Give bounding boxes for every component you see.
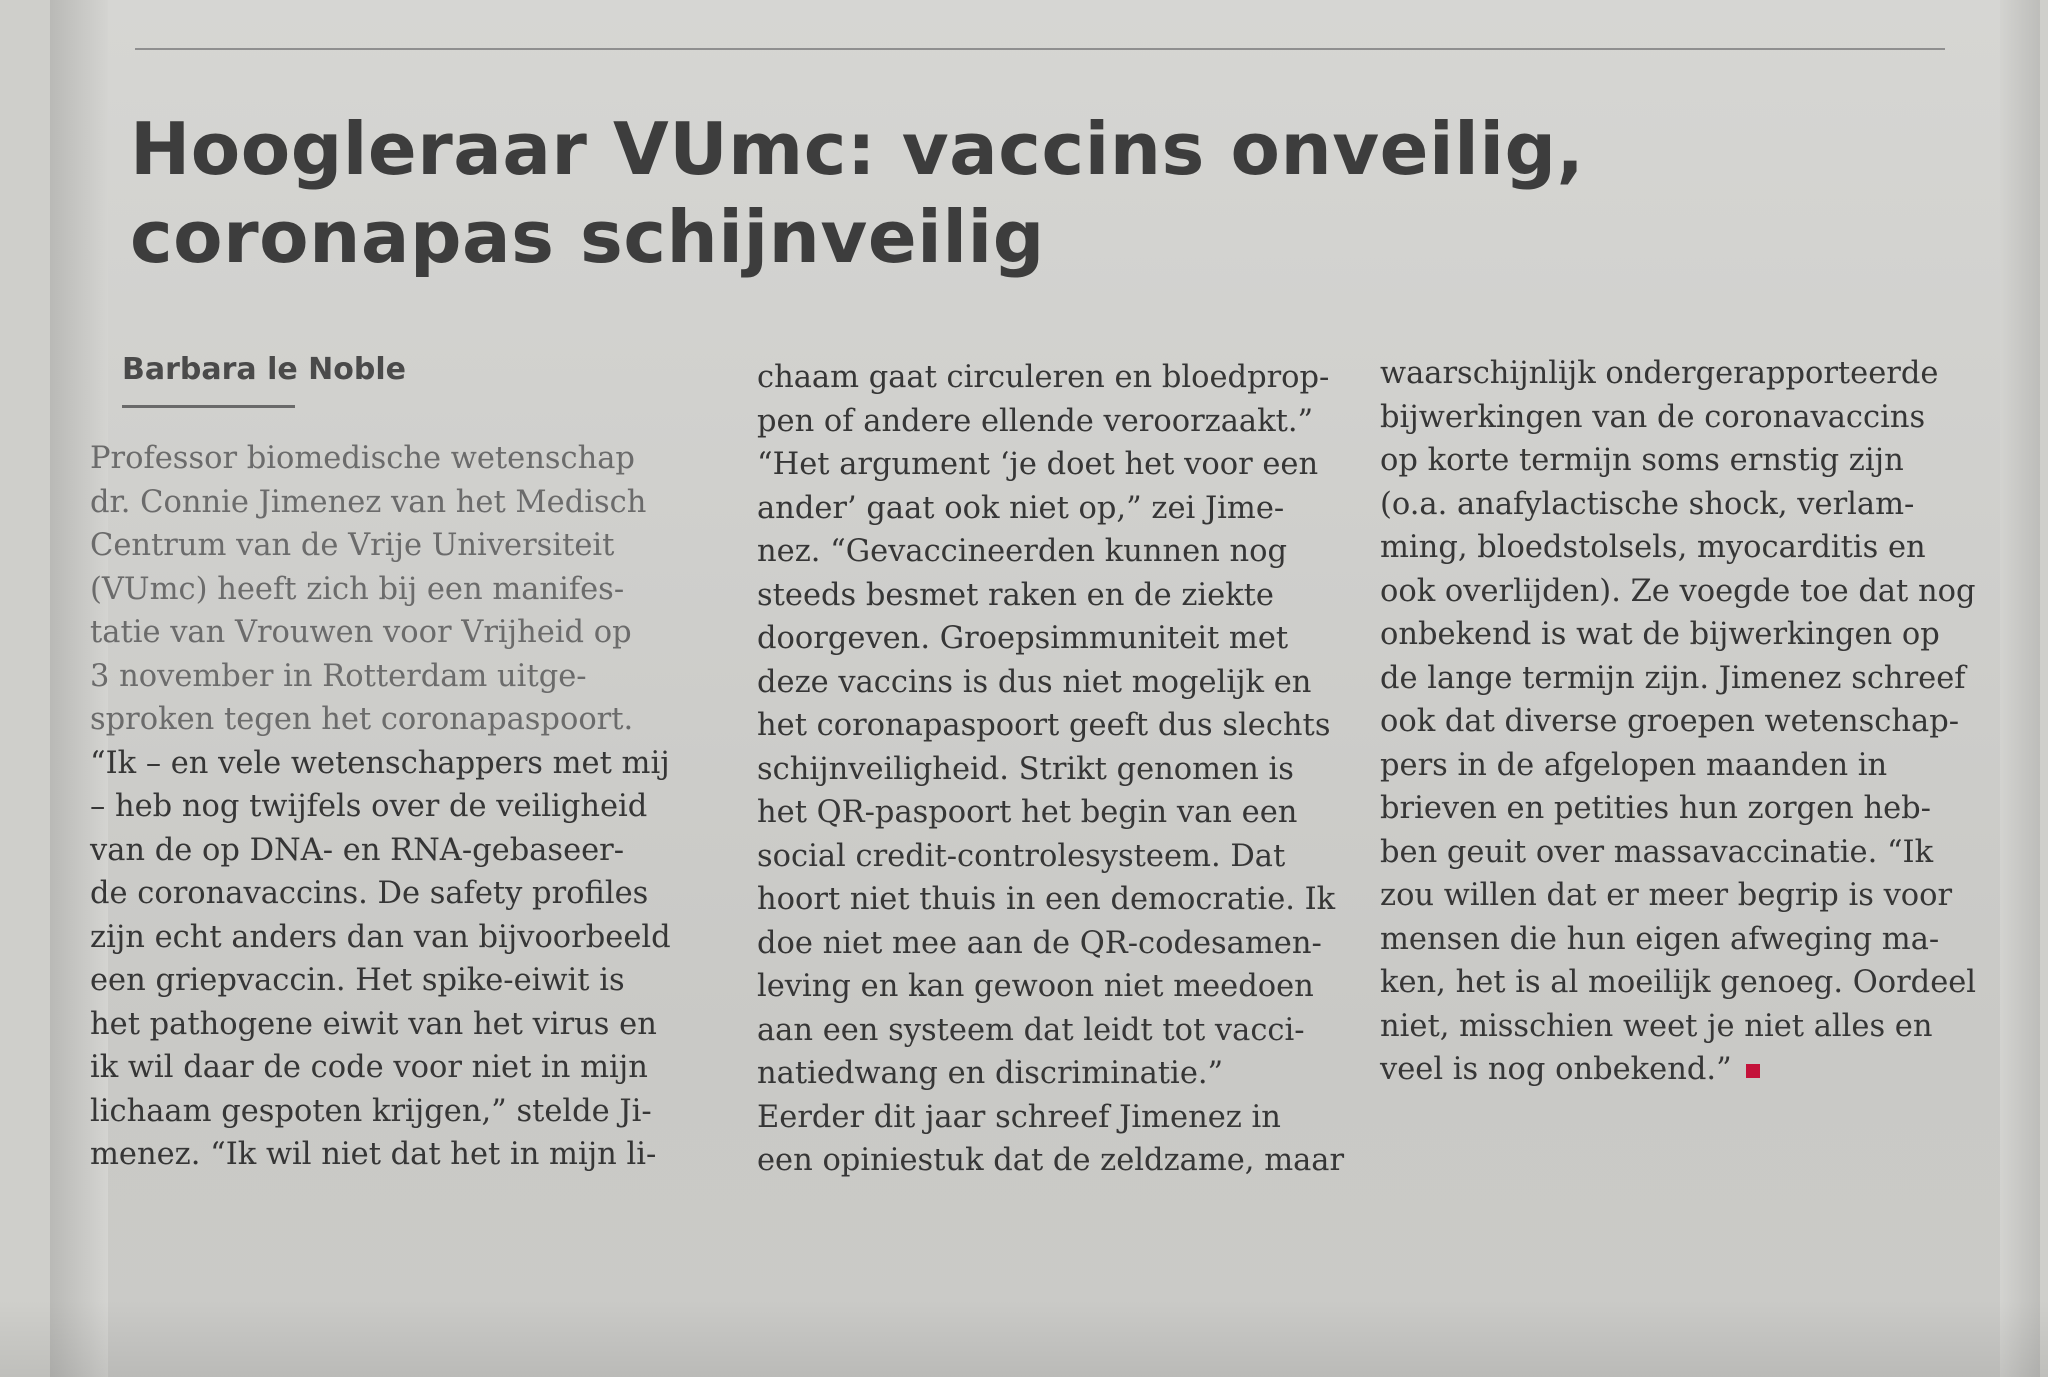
- text-line: chaam gaat circuleren en bloedprop-: [757, 360, 1330, 395]
- text-line: het coronapaspoort geeft dus slechts: [757, 708, 1331, 743]
- text-line: menez. “Ik wil niet dat het in mijn li-: [90, 1137, 657, 1172]
- text-line: Professor biomedische wetenschap: [90, 441, 635, 476]
- text-line: Eerder dit jaar schreef Jimenez in: [757, 1099, 1281, 1135]
- text-line: ik wil daar de code voor niet in mijn: [90, 1050, 648, 1085]
- text-line: pers in de afgelopen maanden in: [1380, 747, 1888, 783]
- headline-line-2: coronapas schijnveilig: [130, 195, 1045, 279]
- text-line: ben geuit over massavaccinatie. “Ik: [1380, 834, 1934, 870]
- text-line: sproken tegen het coronapaspoort.: [90, 702, 634, 737]
- text-line: natiedwang en discriminatie.”: [757, 1056, 1224, 1091]
- text-line: social credit-controlesysteem. Dat: [757, 838, 1286, 874]
- text-line: schijnveiligheid. Strikt genomen is: [757, 751, 1294, 787]
- article-column-1: [90, 437, 710, 1177]
- text-line: van de op DNA- en RNA-gebaseer-: [90, 832, 625, 868]
- text-line: 3 november in Rotterdam uitge-: [90, 658, 587, 694]
- text-line: nez. “Gevaccineerden kunnen nog: [757, 534, 1288, 569]
- headline-line-1: Hoogleraar VUmc: vaccins onveilig,: [130, 107, 1585, 191]
- text-line: het pathogene eiwit van het virus en: [90, 1006, 657, 1042]
- text-line: een opiniestuk dat de zeldzame, maar: [757, 1143, 1345, 1178]
- text-line: (o.a. anafylactische shock, verlam-: [1380, 486, 1915, 522]
- text-line: – heb nog twijfels over de veiligheid: [90, 789, 648, 824]
- text-line: ming, bloedstolsels, myocarditis en: [1380, 530, 1926, 565]
- byline-underline: [122, 405, 295, 408]
- text-line: ook dat diverse groepen wetenschap-: [1380, 704, 1960, 739]
- text-line: brieven en petities hun zorgen heb-: [1380, 791, 1931, 826]
- text-line: lichaam gespoten krijgen,” stelde Ji-: [90, 1093, 652, 1129]
- top-rule: [135, 48, 1945, 50]
- page-fold-shadow-right: [2000, 0, 2040, 1377]
- text-line: het QR-paspoort het begin van een: [757, 795, 1298, 830]
- text-line: leving en kan gewoon niet meedoen: [757, 969, 1314, 1004]
- text-line: mensen die hun eigen afweging ma-: [1380, 921, 1940, 957]
- text-line: “Het argument ‘je doet het voor een: [757, 447, 1319, 482]
- text-line: veel is nog onbekend.”: [1380, 1052, 1732, 1087]
- text-line: bijwerkingen van de coronavaccins: [1380, 399, 1926, 435]
- text-line: de lange termijn zijn. Jimenez schreef: [1380, 660, 1966, 696]
- text-line: ook overlijden). Ze voegde toe dat nog: [1380, 573, 1976, 609]
- article-headline: [130, 105, 1584, 281]
- text-line: zijn echt anders dan van bijvoorbeeld: [90, 919, 671, 955]
- text-line: steeds besmet raken en de ziekte: [757, 577, 1274, 613]
- text-line: ken, het is al moeilijk genoeg. Oordeel: [1380, 965, 1977, 1000]
- text-line: pen of andere ellende veroorzaakt.”: [757, 403, 1314, 439]
- text-line: tatie van Vrouwen voor Vrijheid op: [90, 615, 632, 650]
- text-line: ander’ gaat ook niet op,” zei Jime-: [757, 490, 1285, 526]
- text-line-last: [1380, 1048, 2000, 1092]
- text-line: (VUmc) heeft zich bij een manifes-: [90, 571, 625, 607]
- text-line: Centrum van de Vrije Universiteit: [90, 528, 615, 563]
- text-line: waarschijnlijk ondergerapporteerde: [1380, 356, 1939, 391]
- text-line: “Ik – en vele wetenschappers met mij: [90, 745, 670, 781]
- text-line: deze vaccins is dus niet mogelijk en: [757, 664, 1312, 700]
- text-line: doorgeven. Groepsimmuniteit met: [757, 621, 1289, 656]
- text-line: op korte termijn soms ernstig zijn: [1380, 443, 1904, 478]
- text-line: doe niet mee aan de QR-codesamen-: [757, 925, 1322, 961]
- text-line: de coronavaccins. De safety profiles: [90, 876, 649, 911]
- text-line: een griepvaccin. Het spike-eiwit is: [90, 963, 625, 998]
- text-line: aan een systeem dat leidt tot vacci-: [757, 1012, 1305, 1048]
- text-line: dr. Connie Jimenez van het Medisch: [90, 484, 647, 520]
- end-of-article-mark: [1746, 1064, 1760, 1078]
- article-byline: Barbara le Noble: [122, 352, 407, 387]
- text-line: onbekend is wat de bijwerkingen op: [1380, 617, 1940, 652]
- text-line: hoort niet thuis in een democratie. Ik: [757, 882, 1336, 917]
- text-line: zou willen dat er meer begrip is voor: [1380, 878, 1953, 913]
- bottom-shadow: [0, 1300, 2048, 1377]
- article-column-3: [1380, 352, 2000, 1092]
- article-column-2: [757, 356, 1357, 1183]
- text-line: niet, misschien weet je niet alles en: [1380, 1008, 1933, 1044]
